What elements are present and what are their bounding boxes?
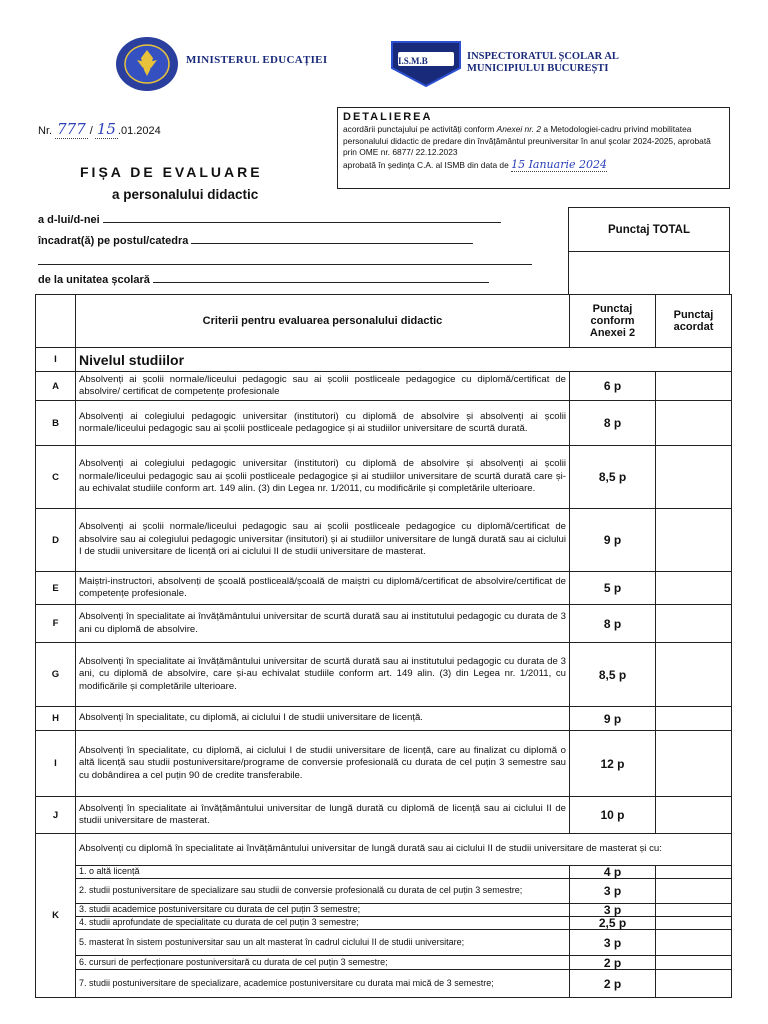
- table-row: I Absolvenți în specialitate, cu diplomă, ai ciclului I de studii universitare de licență, care au finalizat cu diplomă o altă licență sau studii postuniversitare/programe de conversie profesională cu durata de cel puțin 3 semestre sau cu dobândirea a cel puțin 90 de credite transferabile. 12 p: [36, 731, 732, 797]
- registration-number-handwritten: 777: [57, 120, 86, 138]
- criteria-table: [35, 294, 732, 998]
- table-row-k-intro: K Absolvenți cu diplomă în specialitate ai învățământului universitar de lungă durată sau ai ciclului II de studii universitare de masterat și cu:: [36, 834, 732, 866]
- document-title: FIȘA DE EVALUARE: [80, 164, 263, 180]
- name-line[interactable]: [103, 212, 501, 223]
- list-item: 5. masterat în sistem postuniversitar sau un alt masterat în cadrul ciclului II de studii universitare; 3 p: [36, 930, 732, 956]
- table-header-row: [36, 295, 732, 348]
- registration-day-handwritten: 15: [96, 120, 116, 138]
- awarded-cell[interactable]: [656, 509, 732, 572]
- list-item: 6. cursuri de perfecționare postuniversitară cu durata de cel puțin 3 semestre; 2 p: [36, 956, 732, 970]
- awarded-cell[interactable]: [656, 401, 732, 446]
- table-row: C Absolvenți ai colegiului pedagogic universitar (institutori) cu diplomă de absolvire și absolvenți ai școlii normale/liceului pedagogic sau ai școlii postliceale pedagogice și ai studiilor universitare de scurtă durată care și-au echivalat studiile conform art. 149 alin. (3) din Legea nr. 1/2011, cu modificările și completările ulterioare. 8,5 p: [36, 446, 732, 509]
- list-item: 7. studii postuniversitare de specializare, academice postuniversitare cu durata mai mică de 3 semestre; 2 p: [36, 970, 732, 998]
- document-subtitle: a personalului didactic: [112, 187, 259, 202]
- table-row: J Absolvenți în specialitate ai învățământului universitar de lungă durată cu diplomă de licență sau ai ciclului II de studii universitare de masterat. 10 p: [36, 797, 732, 834]
- awarded-cell[interactable]: [656, 643, 732, 707]
- ministry-seal-icon: [115, 36, 179, 92]
- post-line[interactable]: [191, 233, 473, 244]
- unit-label: de la unitatea școlară: [38, 274, 150, 286]
- header-criteria: Criterii pentru evaluarea personalului didactic: [76, 295, 570, 348]
- registration-label: Nr.: [38, 125, 53, 137]
- header-awarded: Punctaj acordat: [656, 295, 732, 348]
- table-row: A Absolvenți ai școlii normale/liceului pedagogic sau ai școlii postliceale pedagogice cu diplomă/certificat de absolvire/ certificat de competențe profesionale 6 p: [36, 372, 732, 401]
- list-item: 1. o altă licență 4 p: [36, 866, 732, 879]
- ministry-name: MINISTERUL EDUCAȚIEI: [186, 54, 328, 66]
- awarded-cell[interactable]: [656, 917, 732, 930]
- detalierea-text: acordării punctajului pe activități conform Anexei nr. 2 a Metodologiei-cadru privind mobilitatea personalului didactic de predare din învățământul preuniversitar în anul școlar 2024-2025, aprobată prin OME nr. 6877/ 22.12.2023: [343, 124, 711, 158]
- detalierea-box: [337, 107, 730, 189]
- header-points: Punctaj conform Anexei 2: [570, 295, 656, 348]
- section-id: I: [36, 348, 76, 372]
- awarded-cell[interactable]: [656, 731, 732, 797]
- name-field: [38, 212, 501, 226]
- awarded-cell[interactable]: [656, 879, 732, 904]
- unit-line[interactable]: [153, 272, 489, 283]
- awarded-cell[interactable]: [656, 707, 732, 731]
- registration-date-rest: .01.2024: [117, 125, 161, 137]
- list-item: 4. studii aprofundate de specialitate cu durata de cel puțin 3 semestre; 2,5 p: [36, 917, 732, 930]
- section-title: Nivelul studiilor: [76, 348, 732, 372]
- registration-number: Nr. 777 / 15 .01.2024: [38, 120, 161, 138]
- inspectorate-name-line2: MUNICIPIULUI BUCUREȘTI: [467, 63, 609, 74]
- awarded-cell[interactable]: [656, 930, 732, 956]
- post-label: încadrat(ă) pe postul/catedra: [38, 235, 189, 247]
- table-row: D Absolvenți ai școlii normale/liceului pedagogic sau ai școlii postliceale pedagogice cu diplomă/certificat de absolvire sau ai colegiului pedagogic universitar (insitutori) și ai studiilor universitare de lungă durată sau ai ciclului I de studii universitare de licență ori ai ciclului II de studii universitare de masterat. 9 p: [36, 509, 732, 572]
- list-item: 2. studii postuniversitare de specializare sau studii de conversie profesională cu durata de cel puțin 3 semestre; 3 p: [36, 879, 732, 904]
- total-score-box: [568, 207, 730, 295]
- awarded-cell[interactable]: [656, 956, 732, 970]
- list-item: 3. studii academice postuniversitare cu durata de cel puțin 3 semestre; 3 p: [36, 904, 732, 917]
- table-row: F Absolvenți în specialitate ai învățământului universitar de scurtă durată sau ai institutului pedagogic cu durata de 3 ani cu diplomă de absolvire. 8 p: [36, 605, 732, 643]
- approval-date-handwritten: 15 Ianuarie 2024: [511, 157, 607, 171]
- awarded-cell[interactable]: [656, 372, 732, 401]
- unit-field: [38, 272, 489, 286]
- section-row: [36, 348, 732, 372]
- name-label: a d-lui/d-nei: [38, 214, 100, 226]
- header-id-cell: [36, 295, 76, 348]
- awarded-cell[interactable]: [656, 904, 732, 917]
- detalierea-approval: aprobată în ședința C.A. al ISMB din data de 15 Ianuarie 2024: [343, 157, 607, 171]
- table-row: B Absolvenți ai colegiului pedagogic universitar (institutori) cu diplomă de absolvire și absolvenți ai școlii normale/liceului pedagogic sau ai școlii postliceale pedagogice și ai studiilor universitare de scurtă durată. 8 p: [36, 401, 732, 446]
- awarded-cell[interactable]: [656, 446, 732, 509]
- awarded-cell[interactable]: [656, 572, 732, 605]
- inspectorate-name: [467, 51, 619, 75]
- post-field: [38, 233, 473, 247]
- table-row: E Maiștri-instructori, absolvenți de școală postliceală/școală de maiștri cu diplomă/certificat de absolvire/certificat de competențe profesionale. 5 p: [36, 572, 732, 605]
- awarded-cell[interactable]: [656, 970, 732, 998]
- inspectorate-logo-text: I.S.M.B: [398, 56, 428, 66]
- inspectorate-name-line1: INSPECTORATUL ȘCOLAR AL: [467, 51, 619, 62]
- table-row: G Absolvenți în specialitate ai învățământului universitar de scurtă durată sau ai institutului pedagogic cu durata de 3 ani, cu diplomă de absolvire, care și-au echivalat studiile conform art. 149 alin. (3) din Legea nr. 1/2011, cu modificările și completările ulterioare. 8,5 p: [36, 643, 732, 707]
- total-score-label: Punctaj TOTAL: [569, 208, 729, 252]
- table-row: H Absolvenți în specialitate, cu diplomă, ai ciclului I de studii universitare de licență. 9 p: [36, 707, 732, 731]
- awarded-cell[interactable]: [656, 866, 732, 879]
- awarded-cell[interactable]: [656, 797, 732, 834]
- total-score-value-cell[interactable]: [569, 252, 729, 296]
- detalierea-title: DETALIEREA: [343, 111, 433, 123]
- awarded-cell[interactable]: [656, 605, 732, 643]
- extra-line[interactable]: [38, 264, 532, 265]
